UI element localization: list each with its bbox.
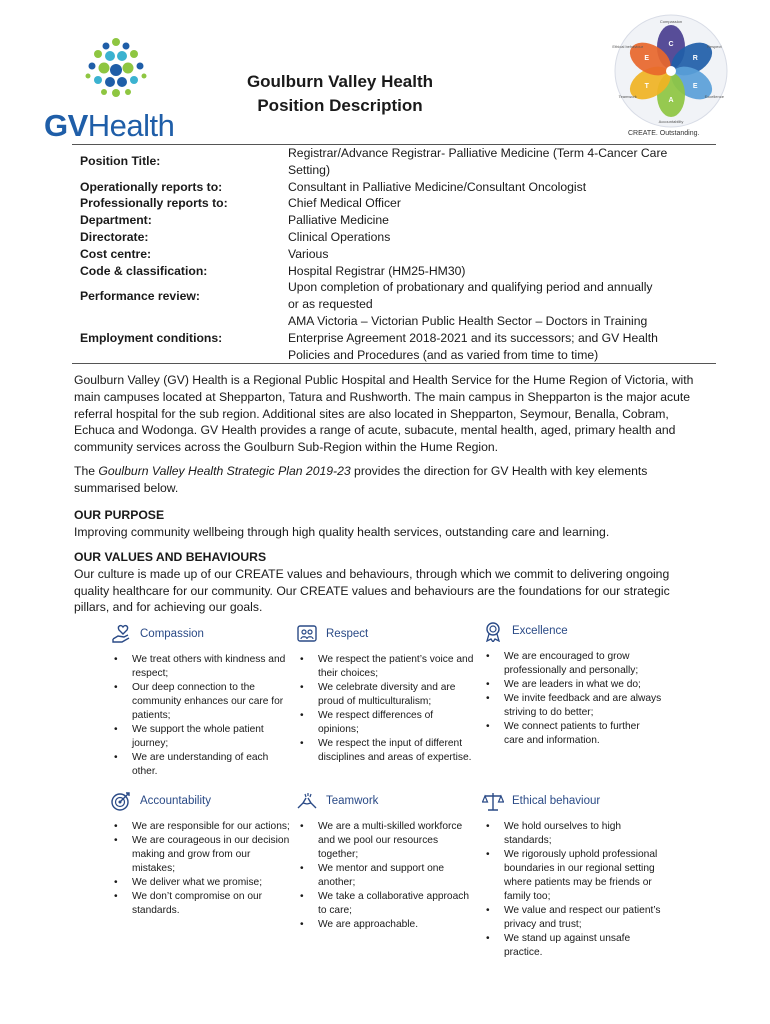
value-card-header — [482, 618, 662, 644]
info-value: Various — [288, 246, 329, 261]
info-row — [72, 313, 716, 363]
value-card-respect — [296, 621, 476, 765]
info-row — [72, 229, 716, 246]
purpose-text: Improving community wellbeing through high quality health services, outstanding care and learning. — [74, 524, 610, 539]
value-card-title: Excellence — [512, 625, 568, 637]
flower-petal-label: Excellence — [704, 94, 724, 99]
title-line-2: Position Description — [257, 96, 423, 115]
info-value: Clinical Operations — [288, 229, 391, 244]
list-item: • We connect patients to further care and information. — [482, 720, 662, 748]
info-label: Directorate: — [80, 229, 149, 244]
list-item: • We hold ourselves to high standards; — [482, 820, 662, 848]
value-card-list — [296, 653, 476, 765]
purpose-heading: OUR PURPOSE — [74, 508, 165, 522]
value-card-compassion — [110, 621, 290, 779]
value-card-header — [110, 621, 290, 647]
flower-petal-letter: C — [668, 41, 674, 48]
value-card-list — [482, 820, 662, 960]
info-label: Employment conditions: — [80, 330, 223, 345]
value-card-accountability — [110, 788, 290, 918]
value-card-list — [110, 820, 290, 918]
list-item: • We treat others with kindness and respect; — [110, 653, 290, 681]
info-label: Performance review: — [80, 288, 200, 303]
list-item: • We stand up against unsafe practice. — [482, 932, 662, 960]
create-values-flower-icon — [612, 12, 730, 130]
flower-petal-letter: T — [644, 83, 649, 90]
info-value: AMA Victoria – Victorian Public Health Sector – Doctors in Training Enterprise Agreement 2018-2021 and its successors; and GV Health Policies and Procedures (and as varied from time to time) — [288, 313, 658, 362]
list-item: • We celebrate diversity and are proud of multiculturalism; — [296, 681, 476, 709]
list-item: • We respect the patient’s voice and their choices; — [296, 653, 476, 681]
values-section — [74, 549, 702, 616]
award-medal-icon — [482, 620, 504, 642]
hands-team-icon — [296, 790, 318, 812]
list-item: • We are encouraged to grow professionally and personally; — [482, 650, 662, 678]
list-item: • We are a multi-skilled workforce and we pool our resources together; — [296, 820, 476, 862]
value-card-list — [296, 820, 476, 932]
info-label: Code & classification: — [80, 263, 208, 278]
flower-petal-letter: E — [692, 83, 698, 90]
position-info-table — [72, 144, 716, 364]
info-label: Professionally reports to: — [80, 196, 228, 211]
intro-paragraph: Goulburn Valley (GV) Health is a Regional Public Hospital and Health Service for the Hume Region of Victoria, with main campuses located at Shepparton, Tatura and Rushworth. The main campus in Shepparton is the major acute referral hospital for the sub region. Additional sites are also located in Shepparton, Seymour, Benalla, Cobram, Echuca and Wodonga. GV Health provides a range of acute, subacute, mental health, aged, primary health and community services across the Goulburn Sub-Region within the Hume Region. — [74, 373, 694, 455]
value-card-teamwork — [296, 788, 476, 932]
list-item: • We mentor and support one another; — [296, 862, 476, 890]
list-item: • We are approachable. — [296, 918, 476, 932]
value-card-title: Teamwork — [326, 795, 379, 807]
info-label: Operationally reports to: — [80, 179, 223, 194]
flower-petal-letter: R — [692, 55, 698, 62]
info-value: Registrar/Advance Registrar- Palliative Medicine (Term 4-Cancer Care Setting) — [288, 146, 668, 177]
list-item: • We respect the input of different disciplines and areas of expertise. — [296, 737, 476, 765]
info-label: Position Title: — [80, 154, 161, 169]
list-item: • We support the whole patient journey; — [110, 723, 290, 751]
info-row — [72, 246, 716, 263]
logo-health: Health — [87, 108, 175, 143]
list-item: • We rigorously uphold professional boundaries in our regional setting where patients may be friends or family too; — [482, 848, 662, 904]
purpose-section — [74, 507, 702, 541]
people-respect-icon — [296, 623, 318, 645]
scales-icon — [482, 790, 504, 812]
info-value: Consultant in Palliative Medicine/Consultant Oncologist — [288, 179, 587, 194]
list-item: • We take a collaborative approach to care; — [296, 890, 476, 918]
list-item: • Our deep connection to the community enhances our care for patients; — [110, 681, 290, 723]
values-text: Our culture is made up of our CREATE values and behaviours, through which we commit to delivering ongoing quality healthcare for our community. Our CREATE values and behaviours are the foundations for our strategic pillars, and for achieving our goals. — [74, 566, 670, 615]
flower-petal-letter: A — [668, 97, 674, 104]
list-item: • We invite feedback and are always striving to do better; — [482, 692, 662, 720]
title-line-1: Goulburn Valley Health — [246, 72, 434, 91]
list-item: • We don’t compromise on our standards. — [110, 890, 290, 918]
strategic-paragraph: The Goulburn Valley Health Strategic Plan 2019-23 provides the direction for GV Health with key elements summarised below. — [74, 464, 648, 495]
list-item: • We are responsible for our actions; — [110, 820, 290, 834]
list-item: • We are courageous in our decision making and grow from our mistakes; — [110, 834, 290, 876]
value-card-title: Respect — [326, 628, 369, 640]
info-value: Chief Medical Officer — [288, 196, 401, 211]
flower-petal-label: Compassion — [659, 19, 683, 24]
flower-petal-label: Ethical behaviour — [612, 44, 644, 49]
info-row — [72, 279, 716, 313]
document-title — [195, 70, 485, 118]
list-item: • We are understanding of each other. — [110, 751, 290, 779]
value-card-header — [296, 788, 476, 814]
logo-dots-icon — [80, 36, 152, 106]
flower-caption: CREATE. Outstanding. — [628, 130, 700, 137]
logo-gv: GV — [44, 108, 88, 143]
value-card-title: Accountability — [140, 795, 211, 807]
value-card-list — [482, 650, 662, 748]
info-row — [72, 263, 716, 280]
value-card-excellence — [482, 618, 662, 748]
value-card-header — [110, 788, 290, 814]
info-row — [72, 145, 716, 179]
gv-health-logo — [44, 36, 189, 146]
info-row — [72, 212, 716, 229]
value-card-list — [110, 653, 290, 779]
list-item: • We respect differences of opinions; — [296, 709, 476, 737]
info-value: Upon completion of probationary and qualifying period and annually or as requested — [288, 280, 653, 312]
list-item: • We value and respect our patient’s privacy and trust; — [482, 904, 662, 932]
list-item: • We are leaders in what we do; — [482, 678, 662, 692]
info-value: Palliative Medicine — [288, 213, 389, 228]
flower-petal-label: Teamwork — [618, 94, 637, 99]
hand-heart-icon — [110, 623, 132, 645]
info-row — [72, 179, 716, 196]
flower-petal-label: Respect — [706, 44, 722, 49]
info-row — [72, 195, 716, 212]
target-icon — [110, 790, 132, 812]
value-card-title: Compassion — [140, 628, 204, 640]
list-item: • We deliver what we promise; — [110, 876, 290, 890]
flower-petal-label: Accountability — [658, 119, 684, 124]
flower-petal-letter: E — [644, 55, 650, 62]
strategic-plan-title: Goulburn Valley Health Strategic Plan 2019-23 — [98, 464, 351, 478]
values-heading: OUR VALUES AND BEHAVIOURS — [74, 550, 267, 564]
value-card-ethical-behaviour — [482, 788, 662, 960]
value-card-header — [296, 621, 476, 647]
value-card-header — [482, 788, 662, 814]
value-card-title: Ethical behaviour — [512, 795, 601, 807]
info-label: Cost centre: — [80, 246, 152, 261]
info-label: Department: — [80, 213, 152, 228]
info-value: Hospital Registrar (HM25-HM30) — [288, 263, 466, 278]
